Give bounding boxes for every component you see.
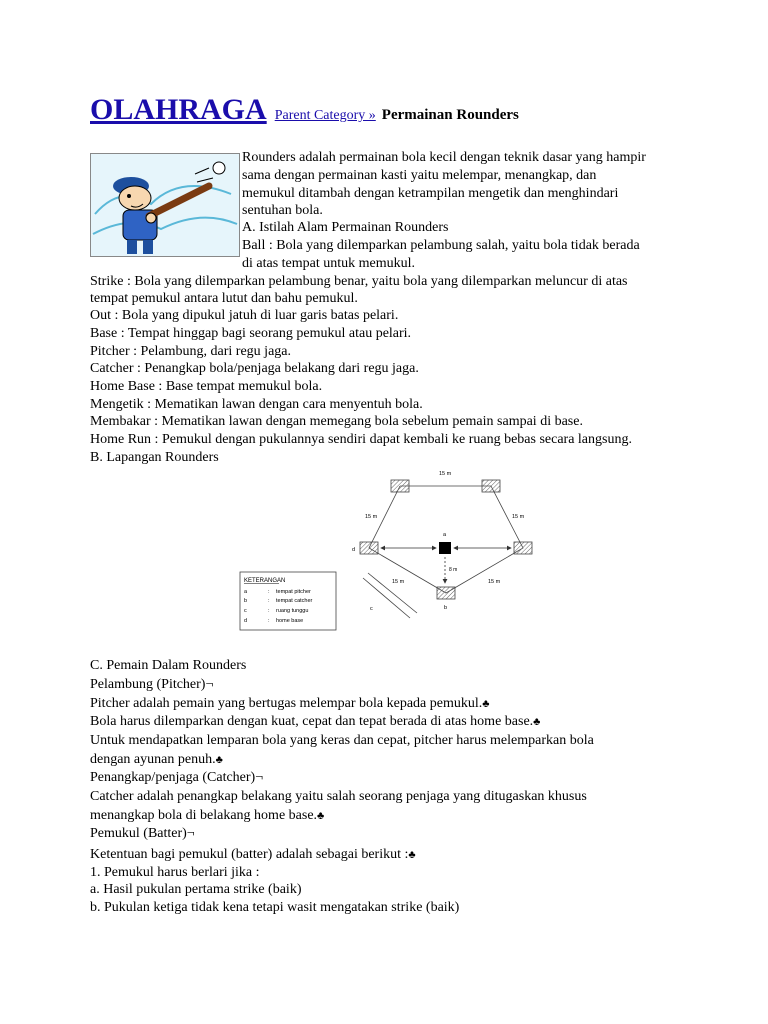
home-base-label: d: [352, 547, 356, 553]
term-line: Out : Bola yang dipukul jatuh di luar garis batas pelari.: [90, 308, 399, 323]
parent-category-link[interactable]: Parent Category »: [274, 108, 376, 123]
player-line: Pelambung (Pitcher)¬: [90, 677, 214, 692]
pitcher-square: [439, 542, 451, 554]
player-line: a. Hasil pukulan pertama strike (baik): [90, 882, 302, 897]
term-line: Strike : Bola yang dilemparkan pelambung benar, yaitu bola yang dilemparkan meluncur di atas: [90, 274, 628, 289]
legend-title: KETERANGAN: [244, 578, 286, 584]
svg-text:home base: home base: [276, 618, 304, 624]
base-box: [514, 542, 532, 554]
section-a-heading: A. Istilah Alam Permainan Rounders: [242, 220, 449, 235]
pitcher-label: a: [443, 532, 447, 538]
term-line: Membakar : Mematikan lawan dengan memegang bola sebelum pemain sampai di base.: [90, 414, 583, 429]
dimension-label-right: 15 m: [512, 514, 525, 520]
svg-text:b: b: [244, 598, 248, 604]
club-icon: ♣: [215, 754, 223, 766]
club-icon: ♣: [408, 849, 416, 861]
player-line: Bola harus dilemparkan dengan kuat, cepat dan tepat berada di atas home base.♣: [90, 714, 541, 729]
player-line: Catcher adalah penangkap belakang yaitu salah seorang penjaga yang ditugaskan khusus: [90, 789, 587, 804]
player-line: 1. Pemukul harus berlari jika :: [90, 865, 260, 880]
section-c-heading: C. Pemain Dalam Rounders: [90, 658, 247, 673]
intro-line: Rounders adalah permainan bola kecil dengan teknik dasar yang hampir: [242, 150, 646, 165]
intro-line: sentuhan bola.: [242, 203, 323, 218]
title-row: [90, 93, 519, 127]
svg-text:tempat pitcher: tempat pitcher: [276, 589, 311, 595]
intro-line: Ball : Bola yang dilemparkan pelambung salah, yaitu bola tidak berada: [242, 238, 640, 253]
page-subtitle: Permainan Rounders: [381, 107, 519, 123]
player-line: menangkap bola di belakang home base.♣: [90, 808, 325, 823]
term-line: Base : Tempat hinggap bagi seorang pemukul atau pelari.: [90, 326, 412, 341]
svg-text::: :: [268, 608, 270, 614]
term-line: Home Base : Base tempat memukul bola.: [90, 379, 323, 394]
term-line: Catcher : Penangkap bola/penjaga belakang dari regu jaga.: [90, 361, 419, 376]
player-line: b. Pukulan ketiga tidak kena tetapi wasit mengatakan strike (baik): [90, 900, 460, 915]
term-line: Home Run : Pemukul dengan pukulannya sendiri dapat kembali ke ruang bebas secara langsung.: [90, 432, 632, 447]
player-line: Ketentuan bagi pemukul (batter) adalah sebagai berikut :♣: [90, 847, 416, 862]
club-icon: ♣: [482, 698, 490, 710]
catcher-label: b: [444, 605, 448, 611]
club-icon: ♣: [317, 810, 325, 822]
player-line: Pemukul (Batter)¬: [90, 826, 195, 841]
catcher-box: [437, 587, 455, 599]
pitch-distance-label: 8 m: [449, 567, 458, 573]
rounders-field-diagram: [236, 465, 536, 635]
base-box: [482, 480, 500, 492]
svg-text:a: a: [244, 589, 248, 595]
section-b-heading: B. Lapangan Rounders: [90, 450, 219, 465]
svg-text:tempat catcher: tempat catcher: [276, 598, 313, 604]
svg-text::: :: [268, 589, 270, 595]
term-line: Mengetik : Mematikan lawan dengan cara menyentuh bola.: [90, 397, 423, 412]
player-line: dengan ayunan penuh.♣: [90, 752, 223, 767]
intro-line: di atas tempat untuk memukul.: [242, 256, 416, 271]
svg-text:ruang tunggu: ruang tunggu: [276, 608, 309, 614]
term-line: tempat pemukul antara lutut dan bahu pemukul.: [90, 291, 358, 306]
svg-text:d: d: [244, 618, 248, 624]
batter-cartoon-image: [90, 153, 240, 257]
dimension-label-bottom-left: 15 m: [392, 579, 405, 585]
dimension-label-bottom-right: 15 m: [488, 579, 501, 585]
player-line: Pitcher adalah pemain yang bertugas melempar bola kepada pemukul.♣: [90, 696, 490, 711]
svg-text::: :: [268, 618, 270, 624]
waiting-area-label: c: [370, 606, 373, 612]
base-box: [391, 480, 409, 492]
term-line: Pitcher : Pelambung, dari regu jaga.: [90, 344, 291, 359]
player-line: Penangkap/penjaga (Catcher)¬: [90, 770, 264, 785]
site-title-link[interactable]: OLAHRAGA: [90, 93, 267, 126]
intro-line: memukul ditambah dengan ketrampilan mengetik dan menghindari: [242, 186, 619, 201]
dimension-label-left: 15 m: [365, 514, 378, 520]
club-icon: ♣: [533, 716, 541, 728]
svg-text::: :: [268, 598, 270, 604]
player-line: Untuk mendapatkan lemparan bola yang keras dan cepat, pitcher harus melemparkan bola: [90, 733, 594, 748]
svg-text:c: c: [244, 608, 247, 614]
dimension-label-top: 15 m: [439, 471, 452, 477]
home-base-box: [360, 542, 378, 554]
intro-line: sama dengan permainan kasti yaitu melempar, menangkap, dan: [242, 168, 597, 183]
